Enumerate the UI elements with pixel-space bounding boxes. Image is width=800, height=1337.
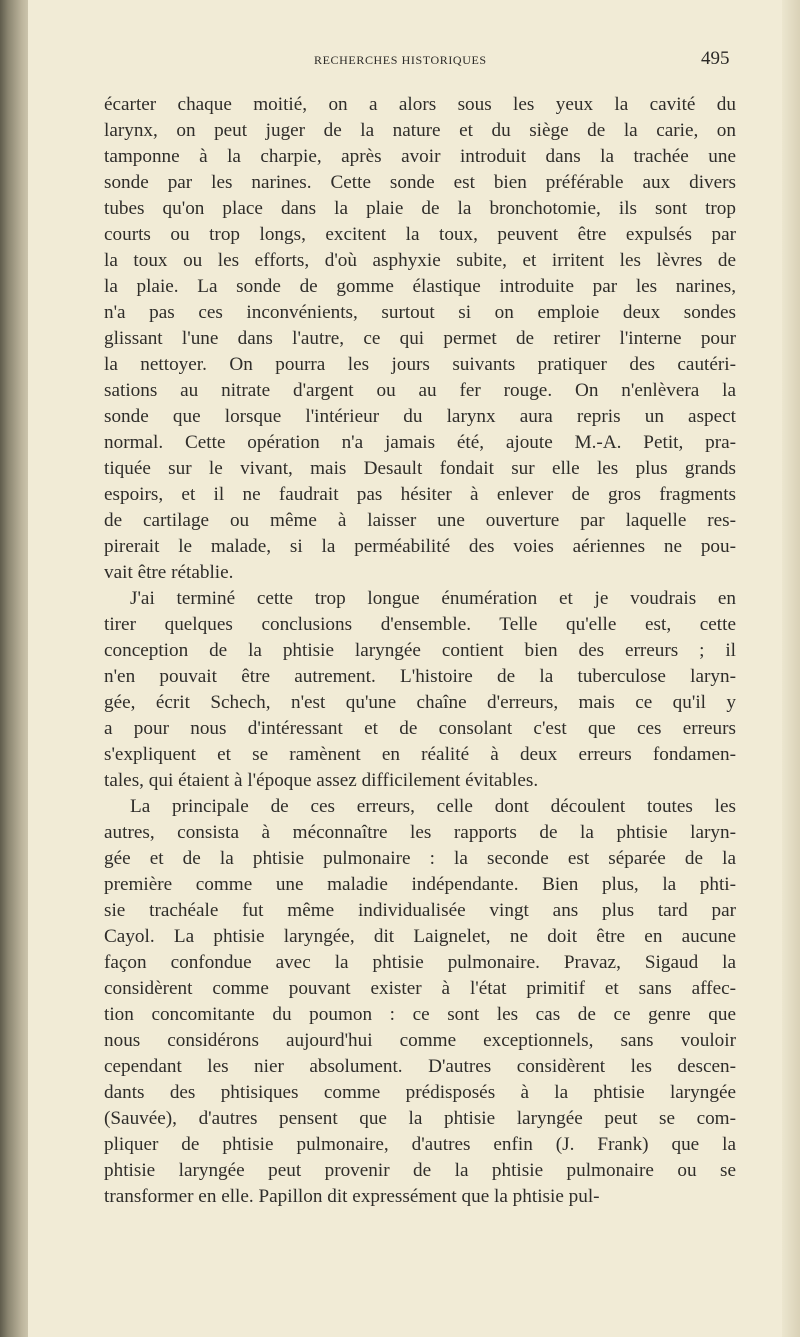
text-line: J'ai terminé cette trop longue énumération et je voudrais en: [130, 588, 736, 609]
text-line: s'expliquent et se ramènent en réalité à deux erreurs fondamen-: [104, 744, 736, 765]
text-line: cependant les nier absolument. D'autres considèrent les descen-: [104, 1056, 736, 1077]
text-line: la plaie. La sonde de gomme élastique introduite par les narines,: [104, 276, 736, 297]
text-line: écarter chaque moitié, on a alors sous les yeux la cavité du: [104, 94, 736, 115]
text-line: a pour nous d'intéressant et de consolant c'est que ces erreurs: [104, 718, 736, 739]
paragraph: [104, 794, 736, 1210]
text-line: façon confondue avec la phtisie pulmonaire. Pravaz, Sigaud la: [104, 952, 736, 973]
page-header: [28, 48, 788, 78]
text-line: sonde que lorsque l'intérieur du larynx aura repris un aspect: [104, 406, 736, 427]
text-line: la nettoyer. On pourra les jours suivants pratiquer des cautéri-: [104, 354, 736, 375]
text-line: la toux ou les efforts, d'où asphyxie subite, et irritent les lèvres de: [104, 250, 736, 271]
text-line: conception de la phtisie laryngée contient bien des erreurs ; il: [104, 640, 736, 661]
text-line: gée et de la phtisie pulmonaire : la seconde est séparée de la: [104, 848, 736, 869]
text-line: sie trachéale fut même individualisée vingt ans plus tard par: [104, 900, 736, 921]
text-line: de cartilage ou même à laisser une ouverture par laquelle res-: [104, 510, 736, 531]
text-line: La principale de ces erreurs, celle dont découlent toutes les: [130, 796, 736, 817]
text-line: sonde par les narines. Cette sonde est bien préférable aux divers: [104, 172, 736, 193]
text-line: tirer quelques conclusions d'ensemble. Telle qu'elle est, cette: [104, 614, 736, 635]
text-line: phtisie laryngée peut provenir de la phtisie pulmonaire ou se: [104, 1160, 736, 1181]
body-text: [104, 92, 736, 1210]
text-line: espoirs, et il ne faudrait pas hésiter à enlever de gros fragments: [104, 484, 736, 505]
text-line: tales, qui étaient à l'époque assez difficilement évitables.: [104, 770, 539, 791]
text-line: gée, écrit Schech, n'est qu'une chaîne d'erreurs, mais ce qu'il y: [104, 692, 736, 713]
book-page: [28, 0, 788, 1337]
text-line: n'a pas ces inconvénients, surtout si on emploie deux sondes: [104, 302, 736, 323]
text-line: (Sauvée), d'autres pensent que la phtisie laryngée peut se com-: [104, 1108, 736, 1129]
running-head: RECHERCHES HISTORIQUES: [314, 53, 487, 67]
text-line: glissant l'une dans l'autre, ce qui permet de retirer l'interne pour: [104, 328, 736, 349]
paragraph: [104, 586, 736, 794]
text-line: normal. Cette opération n'a jamais été, ajoute M.-A. Petit, pra-: [104, 432, 736, 453]
text-line: vait être rétablie.: [104, 562, 234, 583]
text-line: autres, consista à méconnaître les rapports de la phtisie laryn-: [104, 822, 736, 843]
scan-right-edge: [782, 0, 800, 1337]
text-line: pirerait le malade, si la perméabilité des voies aériennes ne pou-: [104, 536, 736, 557]
text-line: pliquer de phtisie pulmonaire, d'autres enfin (J. Frank) que la: [104, 1134, 736, 1155]
page-number: 495: [701, 48, 730, 69]
text-line: courts ou trop longs, excitent la toux, peuvent être expulsés par: [104, 224, 736, 245]
text-line: dants des phtisiques comme prédisposés à la phtisie laryngée: [104, 1082, 736, 1103]
text-line: tubes qu'on place dans la plaie de la bronchotomie, ils sont trop: [104, 198, 736, 219]
text-line: nous considérons aujourd'hui comme exceptionnels, sans vouloir: [104, 1030, 736, 1051]
text-line: n'en pouvait être autrement. L'histoire de la tuberculose laryn-: [104, 666, 736, 687]
text-line: larynx, on peut juger de la nature et du siège de la carie, on: [104, 120, 736, 141]
text-line: première comme une maladie indépendante. Bien plus, la phti-: [104, 874, 736, 895]
text-line: sations au nitrate d'argent ou au fer rouge. On n'enlèvera la: [104, 380, 736, 401]
text-line: tion concomitante du poumon : ce sont les cas de ce genre que: [104, 1004, 736, 1025]
text-line: tiquée sur le vivant, mais Desault fondait sur elle les plus grands: [104, 458, 736, 479]
text-line: Cayol. La phtisie laryngée, dit Laignelet, ne doit être en aucune: [104, 926, 736, 947]
text-line: transformer en elle. Papillon dit expressément que la phtisie pul-: [104, 1186, 600, 1207]
text-line: considèrent comme pouvant exister à l'état primitif et sans affec-: [104, 978, 736, 999]
paragraph: [104, 92, 736, 586]
text-line: tamponne à la charpie, après avoir introduit dans la trachée une: [104, 146, 736, 167]
